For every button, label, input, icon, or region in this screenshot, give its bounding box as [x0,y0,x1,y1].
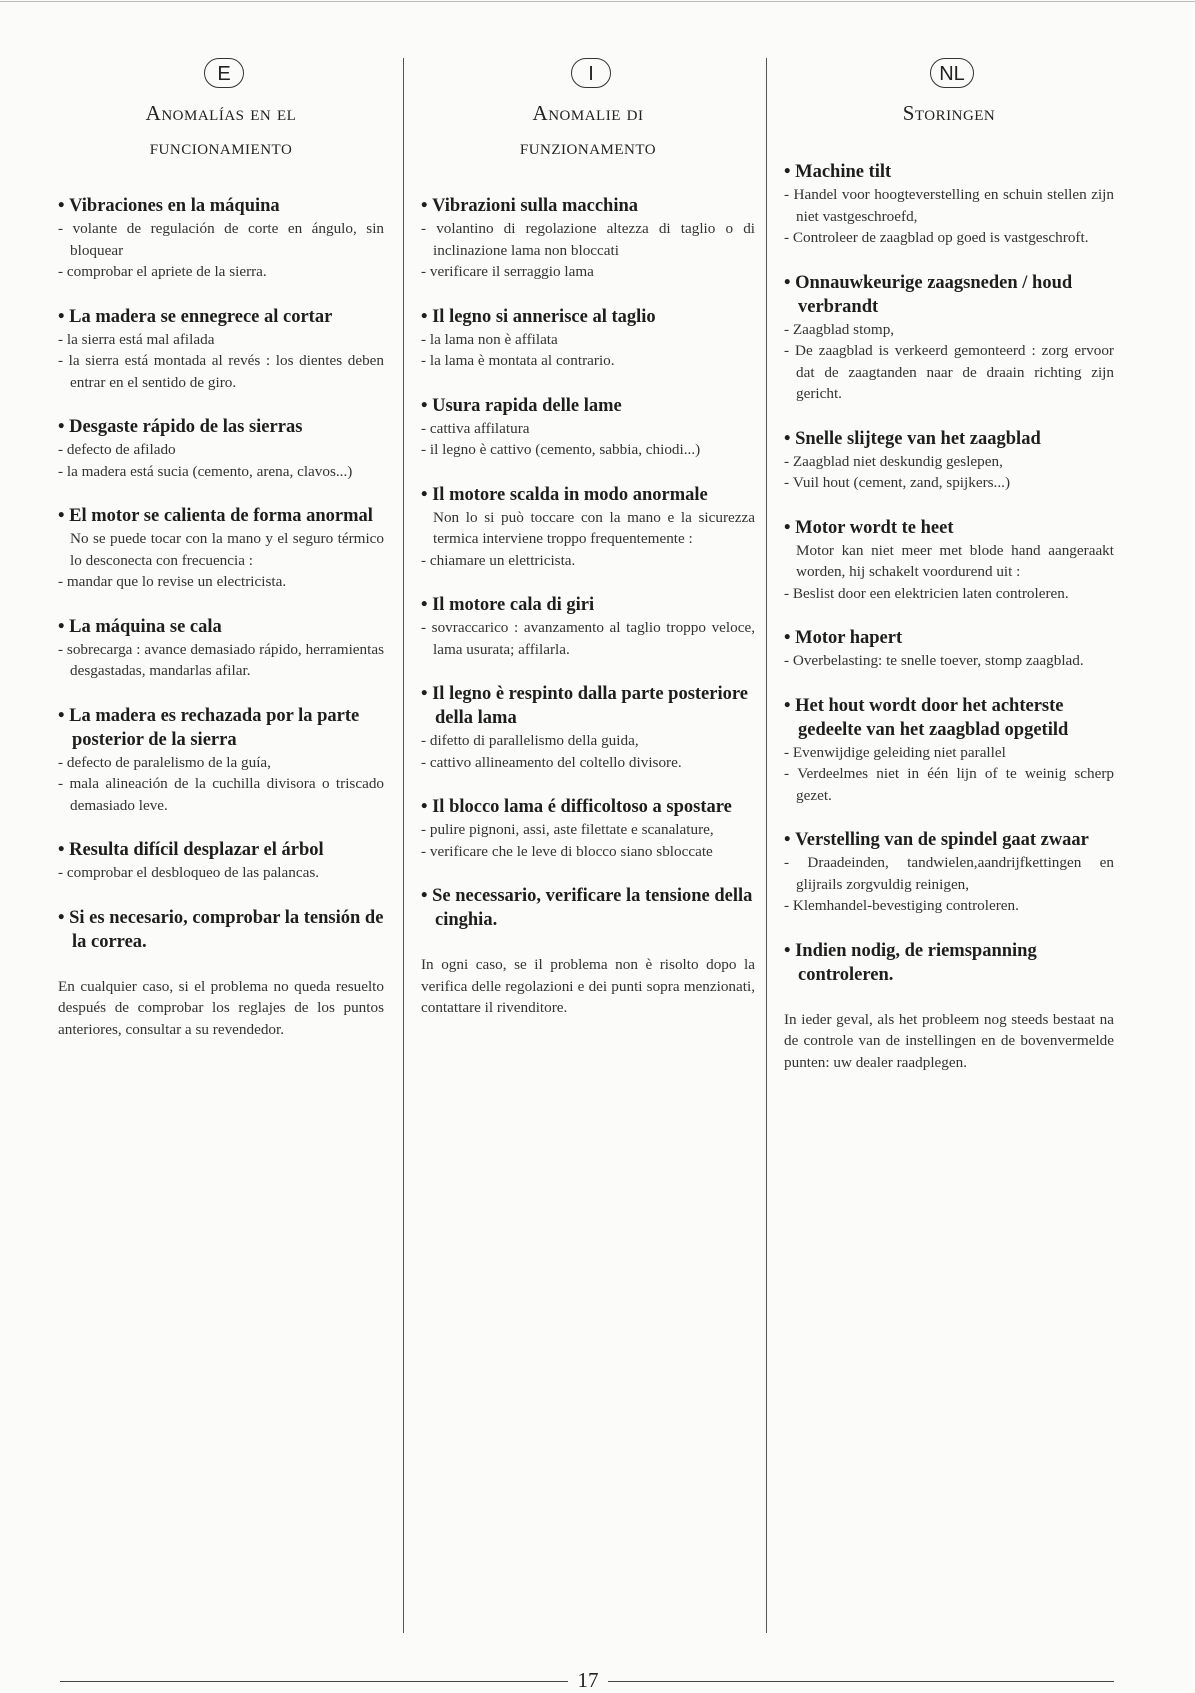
section-title [784,96,1114,130]
language-badge: E [204,58,244,88]
item-detail: - Verdeelmes niet in één lijn of te weinig scherp gezet. [784,763,1114,806]
item-detail: - Vuil hout (cement, zand, spijkers...) [784,472,1114,494]
item-detail: - la sierra está montada al revés : los dientes deben entrar en el sentido de giro. [58,350,384,393]
item-detail: - Controleer de zaagblad op goed is vastgeschroft. [784,227,1114,249]
item-title: • Resulta difícil desplazar el árbol [58,838,384,862]
item-title: • Il legno è respinto dalla parte posteriore della lama [421,682,755,730]
item-detail: - Klemhandel-bevestiging controleren. [784,895,1114,917]
troubleshooting-item [421,483,755,572]
item-detail: - volantino di regolazione altezza di taglio o di inclinazione lama non bloccati [421,218,755,261]
section-title [421,96,755,164]
item-title: • Verstelling van de spindel gaat zwaar [784,828,1114,852]
item-detail: - Draadeinden, tandwielen,aandrijfkettingen en glijrails zorgvuldig reinigen, [784,852,1114,895]
item-title: • Indien nodig, de riemspanning controleren. [784,939,1114,987]
page-number: 17 [577,1668,599,1692]
item-detail: - Zaagblad niet deskundig geslepen, [784,451,1114,473]
troubleshooting-item [421,593,755,660]
troubleshooting-item [58,415,384,482]
footer-rule-right [608,1681,1114,1682]
troubleshooting-item [784,626,1114,672]
item-detail: - Handel voor hoogteverstelling en schuin stellen zijn niet vastgeschroefd, [784,184,1114,227]
item-detail: - cattivo allineamento del coltello divisore. [421,752,755,774]
troubleshooting-item [58,305,384,394]
item-detail: - difetto di parallelismo della guida, [421,730,755,752]
item-title: • Il blocco lama é difficoltoso a spostare [421,795,755,819]
language-badge: I [571,58,611,88]
column-divider [766,58,767,1633]
troubleshooting-list [421,194,755,932]
closing-paragraph: En cualquier caso, si el problema no queda resuelto después de comprobar los reglajes de los puntos anteriores, consultar a su revendedor. [58,977,384,1038]
footer-rule-left [60,1681,568,1682]
item-detail: - comprobar el desbloqueo de las palancas. [58,862,384,884]
item-title: • Snelle slijtege van het zaagblad [784,427,1114,451]
troubleshooting-list [784,160,1114,987]
troubleshooting-item [58,704,384,817]
item-detail: Non lo si può toccare con la mano e la sicurezza termica interviene troppo frequentemente : [433,508,755,547]
item-detail: No se puede tocar con la mano y el seguro térmico lo desconecta con frecuencia : [70,530,384,569]
item-detail: - volante de regulación de corte en ángulo, sin bloquear [58,218,384,261]
item-title: • Desgaste rápido de las sierras [58,415,384,439]
item-detail: - sobrecarga : avance demasiado rápido, herramientas desgastadas, mandarlas afilar. [58,639,384,682]
item-title: • Usura rapida delle lame [421,394,755,418]
troubleshooting-item [421,305,755,372]
column-italian [421,58,755,1019]
item-detail: - verificare il serraggio lama [421,261,755,283]
section-title [58,96,384,164]
column-spanish [58,58,384,1040]
item-detail: - mala alineación de la cuchilla divisora o triscado demasiado leve. [58,773,384,816]
item-title: • La madera se ennegrece al cortar [58,305,384,329]
item-detail: - la lama non è affilata [421,329,755,351]
item-title: • Il motore cala di giri [421,593,755,617]
troubleshooting-item [58,194,384,283]
item-detail: - Overbelasting: te snelle toever, stomp zaagblad. [784,650,1114,672]
troubleshooting-item [58,838,384,884]
closing-paragraph: In ieder geval, als het probleem nog steeds bestaat na de controle van de instellingen en de bovenvermelde punten: uw dealer raadplegen. [784,1010,1114,1071]
item-detail: - mandar que lo revise un electricista. [58,571,384,593]
item-title: • Vibrazioni sulla macchina [421,194,755,218]
item-title: • Si es necesario, comprobar la tensión de la correa. [58,906,384,954]
item-title: • El motor se calienta de forma anormal [58,504,384,528]
item-detail: - sovraccarico : avanzamento al taglio troppo veloce, lama usurata; affilarla. [421,617,755,660]
item-detail: - defecto de paralelismo de la guía, [58,752,384,774]
item-title: • Se necessario, verificare la tensione della cinghia. [421,884,755,932]
item-title: • Onnauwkeurige zaagsneden / houd verbrandt [784,271,1114,319]
troubleshooting-item [421,194,755,283]
troubleshooting-item [421,884,755,932]
column-dutch [784,58,1114,1073]
item-title: • Vibraciones en la máquina [58,194,384,218]
language-header [784,58,1114,130]
troubleshooting-list [58,194,384,954]
troubleshooting-item [58,504,384,593]
troubleshooting-item [421,394,755,461]
item-title: • Machine tilt [784,160,1114,184]
troubleshooting-item [784,271,1114,405]
item-detail: - la lama è montata al contrario. [421,350,755,372]
page-footer [60,1668,1114,1692]
troubleshooting-item [421,682,755,773]
item-title: • La máquina se cala [58,615,384,639]
item-title: • Motor hapert [784,626,1114,650]
item-detail: - cattiva affilatura [421,418,755,440]
troubleshooting-item [421,795,755,862]
item-detail: - la sierra está mal afilada [58,329,384,351]
item-detail: - Evenwijdige geleiding niet parallel [784,742,1114,764]
item-detail: Motor kan niet meer met blode hand aangeraakt worden, hij schakelt voordurend uit : [796,541,1114,580]
troubleshooting-item [784,694,1114,807]
item-detail: - De zaagblad is verkeerd gemonteerd : zorg ervoor dat de zaagtanden naar de draain richting zijn gericht. [784,340,1114,405]
section-title-line: Anomalías en el [145,101,297,125]
troubleshooting-item [58,615,384,682]
section-title-line: funzionamento [519,135,657,159]
troubleshooting-item [784,160,1114,249]
item-title: • Het hout wordt door het achterste gedeelte van het zaagblad opgetild [784,694,1114,742]
item-title: • La madera es rechazada por la parte posterior de la sierra [58,704,384,752]
item-detail: - Beslist door een elektricien laten controleren. [784,583,1114,605]
item-title: • Motor wordt te heet [784,516,1114,540]
closing-paragraph: In ogni caso, se il problema non è risolto dopo la verifica delle regolazioni e dei punti sopra menzionati, contattare il rivenditore. [421,956,755,1016]
page-top-rule [0,1,1195,2]
item-detail: - pulire pignoni, assi, aste filettate e scanalature, [421,819,755,841]
item-detail: - comprobar el apriete de la sierra. [58,261,384,283]
troubleshooting-item [784,516,1114,605]
item-detail: - la madera está sucia (cemento, arena, clavos...) [58,461,384,483]
item-detail: - il legno è cattivo (cemento, sabbia, chiodi...) [421,439,755,461]
troubleshooting-item [784,939,1114,987]
language-badge: NL [930,58,974,88]
item-title: • Il motore scalda in modo anormale [421,483,755,507]
troubleshooting-item [58,906,384,954]
language-header [58,58,384,164]
section-title-line: Anomalie di [532,101,644,125]
item-detail: - verificare che le leve di blocco siano sbloccate [421,841,755,863]
troubleshooting-item [784,427,1114,494]
column-divider [403,58,404,1633]
section-title-line: Storingen [902,101,996,125]
item-title: • Il legno si annerisce al taglio [421,305,755,329]
item-detail: - Zaagblad stomp, [784,319,1114,341]
item-detail: - chiamare un elettricista. [421,550,755,572]
item-detail: - defecto de afilado [58,439,384,461]
section-title-line: funcionamiento [149,135,293,159]
troubleshooting-item [784,828,1114,917]
language-header [421,58,755,164]
